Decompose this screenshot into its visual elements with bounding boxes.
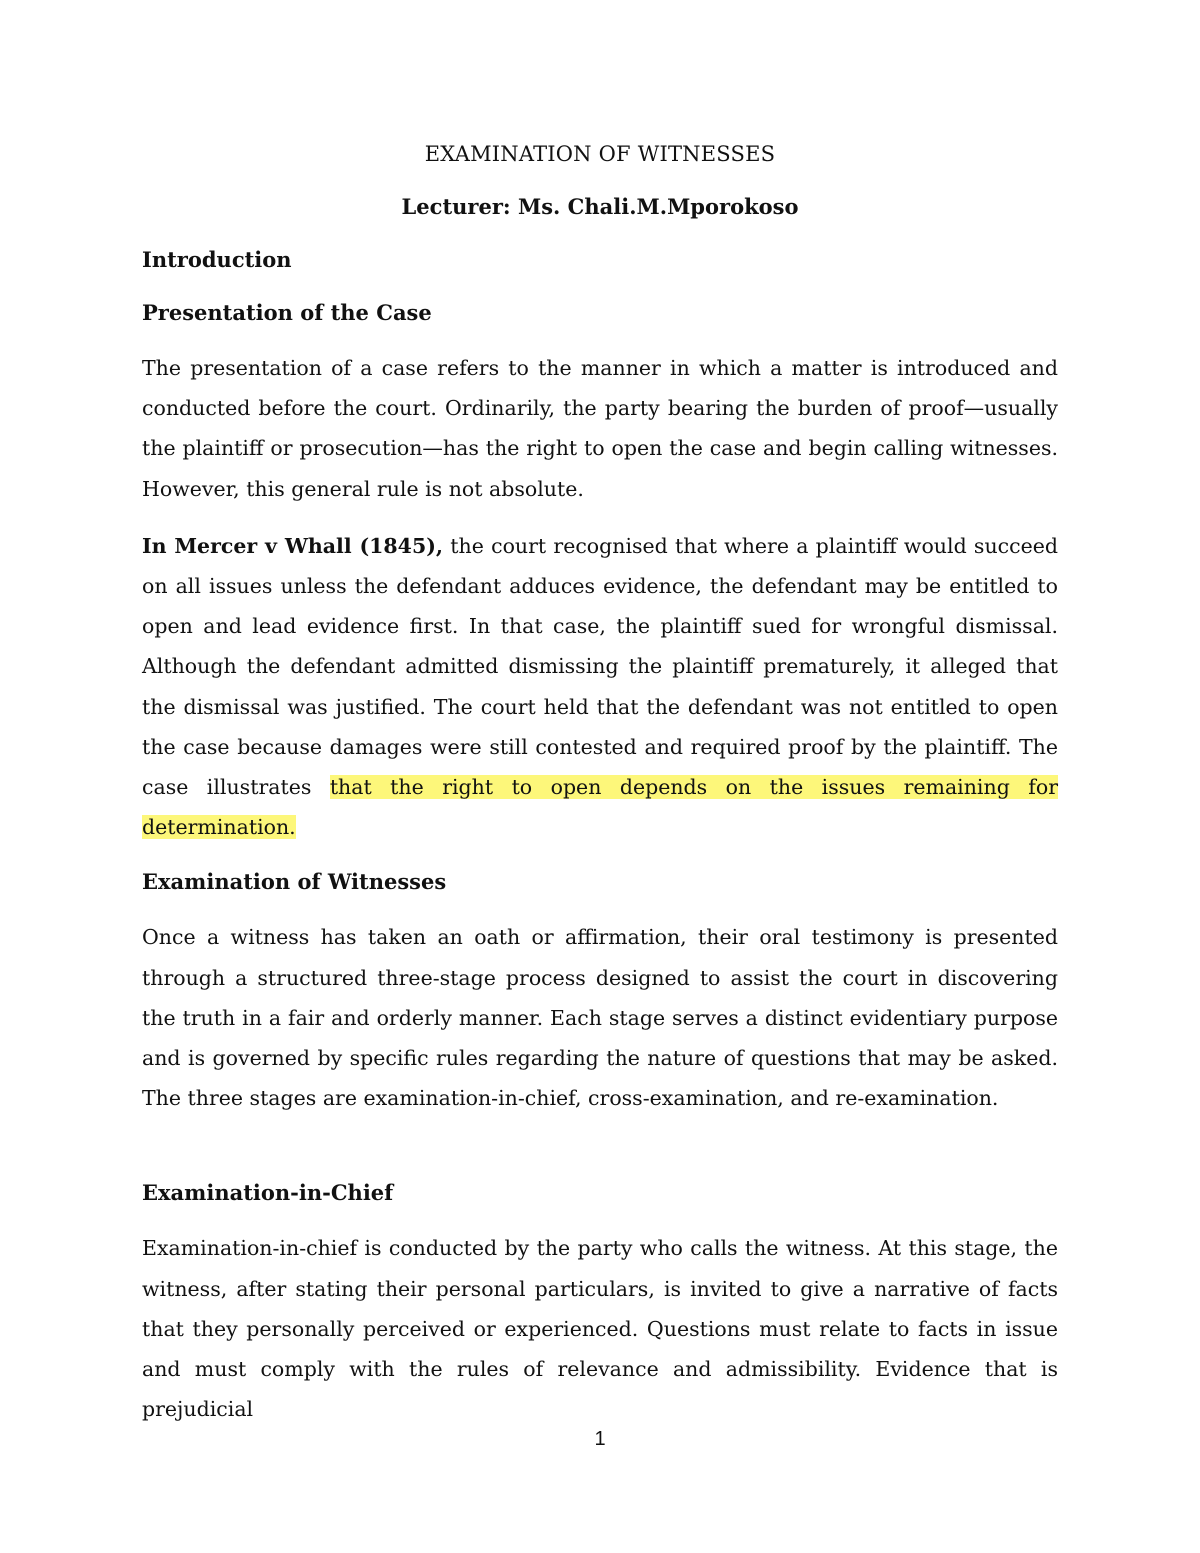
paragraph-mercer-v-whall (142, 526, 1058, 848)
highlighted-text: that the right to open depends on the issues remaining for determination. (142, 775, 1058, 840)
lecturer-line: Lecturer: Ms. Chali.M.Mporokoso (401, 194, 799, 219)
heading-introduction: Introduction (142, 247, 292, 272)
heading-examination-of-witnesses: Examination of Witnesses (142, 869, 447, 895)
heading-presentation-of-case: Presentation of the Case (142, 300, 432, 325)
document-title: EXAMINATION OF WITNESSES (424, 142, 776, 166)
paragraph-presentation: The presentation of a case refers to the manner in which a matter is introduced and conducted before the court. Ordinarily, the party bearing the burden of proof—usually the plaintiff or prosecution—has the right to open the case and begin calling witnesses. However, this general rule is not absolute. (142, 356, 1058, 501)
blank-line (142, 1135, 1058, 1175)
paragraph-examination-in-chief: Examination-in-chief is conducted by the party who calls the witness. At this stage, the witness, after stating their personal particulars, is invited to give a narrative of facts that they personally perceived or experienced. Questions must relate to facts in issue and must comply with the rules of relevance and admissibility. Evidence that is prejudicial (142, 1236, 1058, 1422)
mercer-text: the court recognised that where a plaintiff would succeed on all issues unless the defendant adduces evidence, the defendant may be entitled to open and lead evidence first. In that case, the plaintiff sued for wrongful dismissal. Although the defendant admitted dismissing the plaintiff prematurely, it alleged that the dismissal was justified. The court held that the defendant was not entitled to open the case because damages were still contested and required proof by the plaintiff. The case illustrates (142, 533, 1058, 800)
case-citation: In Mercer v Whall (1845), (142, 533, 444, 558)
page-content (142, 136, 1058, 1446)
paragraph-examination-of-witnesses: Once a witness has taken an oath or affirmation, their oral testimony is presented through a structured three-stage process designed to assist the court in discovering the truth in a fair and orderly manner. Each stage serves a distinct evidentiary purpose and is governed by specific rules regarding the nature of questions that may be asked. The three stages are examination-in-chief, cross-examination, and re-examination. (142, 925, 1058, 1111)
page-number: 1 (594, 1428, 606, 1450)
heading-examination-in-chief: Examination-in-Chief (142, 1180, 394, 1206)
